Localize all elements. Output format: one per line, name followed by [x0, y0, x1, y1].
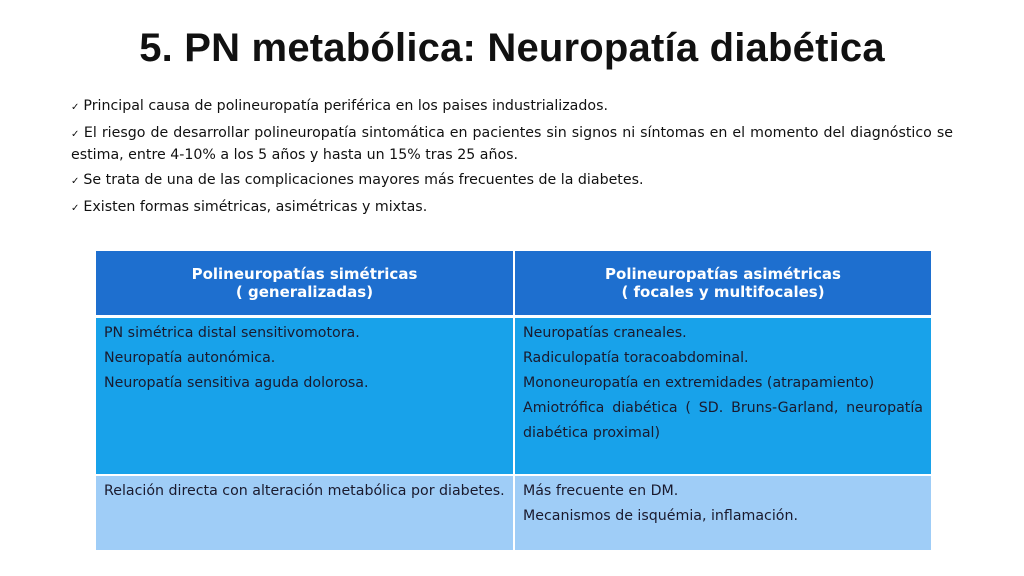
bullet-item: [71, 170, 953, 192]
bullet-item: [71, 123, 953, 165]
polyneuropathy-table: [94, 249, 933, 552]
cell-text: Amiotrófica diabética ( SD. Bruns-Garland, neuropatía diabética proximal): [523, 400, 923, 441]
bullet-list: [71, 96, 953, 224]
bullet-text: El riesgo de desarrollar polineuropatía sintomática en pacientes sin signos ni síntomas en el momento del diagnóstico se estima, entre 4-10% a los 5 años y hasta un 15% tras 25 años.: [71, 125, 953, 163]
checkmark-icon: ✓: [71, 203, 80, 214]
cell-text: Relación directa con alteración metabólica por diabetes.: [104, 483, 505, 499]
cell-text: Más frecuente en DM.: [523, 483, 679, 499]
cell-text: Neuropatías craneales.: [523, 325, 687, 341]
cell-text: PN simétrica distal sensitivomotora.: [104, 325, 360, 341]
bullet-item: [71, 197, 953, 219]
table-header-row: [95, 250, 932, 317]
table-cell: [514, 317, 932, 476]
checkmark-icon: ✓: [71, 102, 80, 113]
table-row: [95, 317, 932, 476]
table-cell: [95, 475, 514, 551]
slide-title: 5. PN metabólica: Neuropatía diabética: [139, 26, 885, 70]
checkmark-icon: ✓: [71, 129, 80, 140]
bullet-text: Se trata de una de las complicaciones mayores más frecuentes de la diabetes.: [83, 172, 644, 188]
header-line: ( focales y multifocales): [621, 283, 825, 301]
header-line: Polineuropatías asimétricas: [605, 265, 841, 283]
table-row: [95, 475, 932, 551]
cell-text: Neuropatía autonómica.: [104, 350, 276, 366]
bullet-text: Principal causa de polineuropatía periférica en los paises industrializados.: [83, 98, 608, 114]
cell-text: Mononeuropatía en extremidades (atrapamiento): [523, 375, 875, 391]
bullet-text: Existen formas simétricas, asimétricas y mixtas.: [83, 199, 428, 215]
cell-text: Mecanismos de isquémia, inflamación.: [523, 508, 798, 524]
header-asymmetric: [514, 250, 932, 317]
table-cell: [514, 475, 932, 551]
header-line: ( generalizadas): [235, 283, 374, 301]
table-cell: [95, 317, 514, 476]
cell-text: Neuropatía sensitiva aguda dolorosa.: [104, 375, 369, 391]
bullet-item: [71, 96, 953, 118]
header-symmetric: [95, 250, 514, 317]
cell-text: Radiculopatía toracoabdominal.: [523, 350, 749, 366]
checkmark-icon: ✓: [71, 176, 80, 187]
header-line: Polineuropatías simétricas: [191, 265, 418, 283]
